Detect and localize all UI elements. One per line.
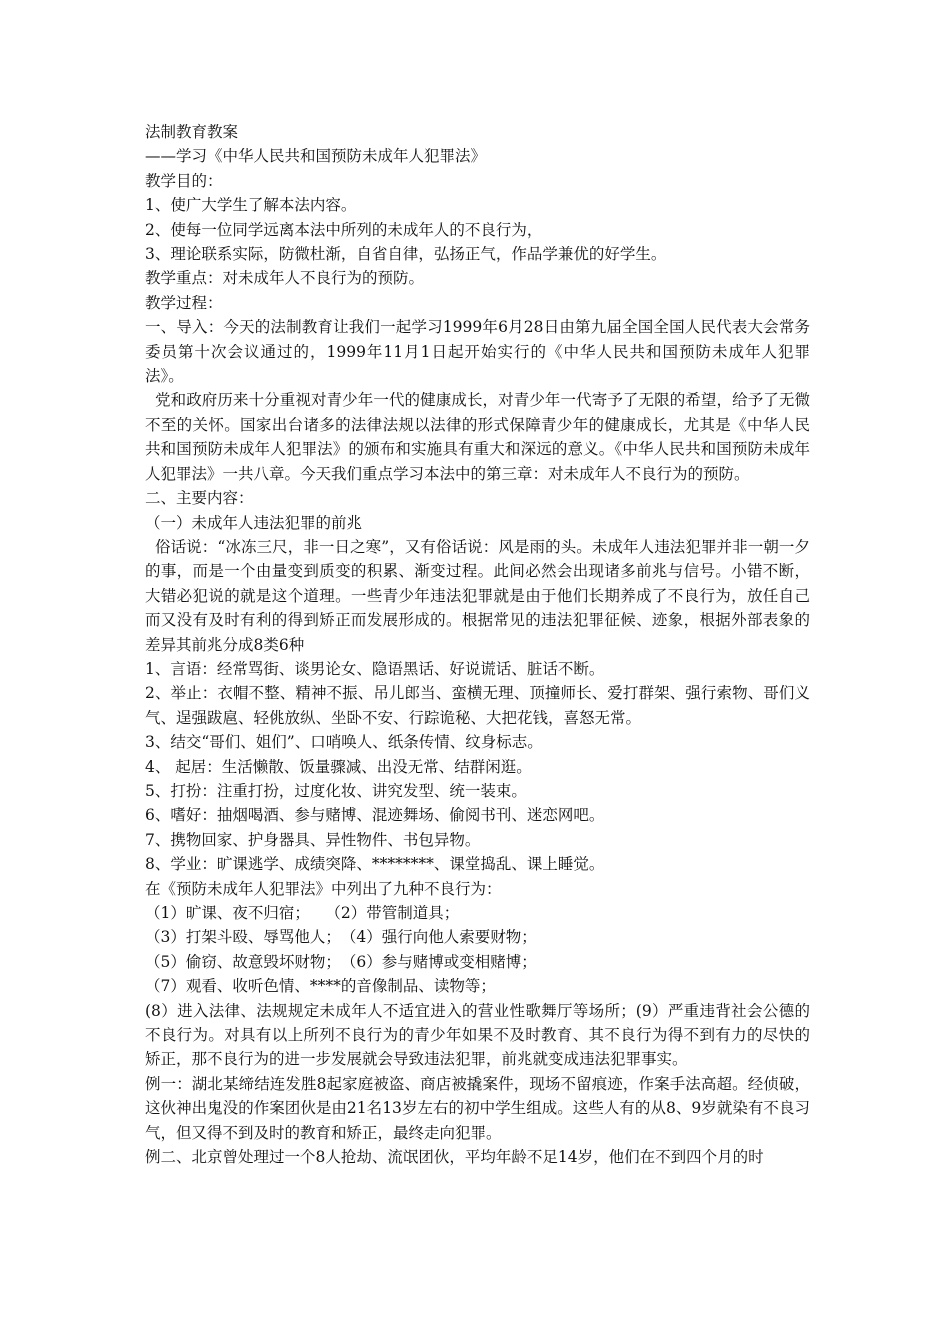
- focus-line: 教学重点：对未成年人不良行为的预防。: [145, 269, 425, 288]
- omen-item: 3、结交“哥们、姐们”、口哨唤人、纸条传情、纹身标志。: [145, 733, 543, 752]
- omen-item: 7、携物回家、护身器具、异性物件、书包异物。: [145, 830, 481, 849]
- omen-item: 4、 起居：生活懒散、饭量骤减、出没无常、结群闲逛。: [145, 757, 532, 776]
- example-paragraph: 例一：湖北某缔结连发胜8起家庭被盗、商店被撬案件，现场不留痕迹，作案手法高超。经侦破，这伙神出鬼没的作案团伙是由21名13岁左右的初中学生组成。这些人有的从8、9岁就染有不良习气，但又得不到及时的教育和矫正，最终走向犯罪。: [145, 1074, 810, 1142]
- bad-behavior-item: （3）打架斗殴、辱骂他人； （4）强行向他人索要财物；: [145, 928, 537, 947]
- goals-heading: 教学目的：: [145, 171, 223, 190]
- document-subtitle: ——学习《中华人民共和国预防未成年人犯罪法》: [145, 147, 487, 166]
- bad-behavior-item: （1）旷课、夜不归宿； （2）带管制道具；: [145, 904, 460, 922]
- omen-item: 6、嗜好：抽烟喝酒、参与赌博、混迹舞场、偷阅书刊、迷恋网吧。: [145, 806, 605, 825]
- main-content-heading: 二、主要内容：: [145, 489, 254, 508]
- bad-behavior-item: （7）观看、收听色情、****的音像制品、读物等；: [145, 977, 496, 996]
- process-heading: 教学过程：: [145, 293, 223, 312]
- omen-item: 1、言语：经常骂街、谈男论女、隐语黑话、好说谎话、脏话不断。: [145, 659, 605, 678]
- goal-item: 2、使每一位同学远离本法中所列的未成年人的不良行为，: [145, 220, 543, 239]
- document-body: [145, 120, 810, 1169]
- intro-paragraph-2: 党和政府历来十分重视对青少年一代的健康成长，对青少年一代寄予了无限的希望，给予了无微不至的关怀。国家出台诸多的法律法规以法律的形式保障青少年的健康成长，尤其是《中华人民共和国预防未成年人犯罪法》的颁布和实施具有重大和深远的意义。《中华人民共和国预防未成年人犯罪法》一共八章。今天我们重点学习本法中的第三章：对未成年人不良行为的预防。: [145, 391, 810, 483]
- document-title: 法制教育教案: [145, 123, 239, 141]
- omen-paragraph: 俗话说：“冰冻三尺，非一日之寒”，又有俗话说：风是雨的头。未成年人违法犯罪并非一朝一夕的事，而是一个由量变到质变的积累、渐变过程。此间必然会出现诸多前兆与信号。小错不断，大错必犯说的就是这个道理。一些青少年违法犯罪就是由于他们长期养成了不良行为，放任自己而又没有及时有利的得到矫正而发展形成的。根据常见的违法犯罪征候、迹象，根据外部表象的差异其前兆分成8类6种: [145, 537, 810, 654]
- omen-item: 8、学业：旷课逃学、成绩突降、********、课堂捣乱、课上睡觉。: [145, 855, 605, 874]
- goal-item: 1、使广大学生了解本法内容。: [145, 196, 357, 215]
- goal-item: 3、理论联系实际，防微杜渐，自省自律，弘扬正气，作品学兼优的好学生。: [145, 245, 667, 264]
- example-paragraph: 例二、北京曾处理过一个8人抢劫、流氓团伙，平均年龄不足14岁，他们在不到四个月的时: [145, 1148, 764, 1167]
- section-heading: （一）未成年人违法犯罪的前兆: [145, 513, 363, 532]
- bad-behavior-item: （5）偷窃、故意毁坏财物； （6）参与赌博或变相赌博；: [145, 952, 537, 971]
- bad-behavior-intro: 在《预防未成年人犯罪法》中列出了九种不良行为：: [145, 879, 502, 898]
- intro-paragraph: 一、导入：今天的法制教育让我们一起学习1999年6月28日由第九届全国全国人民代表大会常务委员第十次会议通过的，1999年11月1日起开始实行的《中华人民共和国预防未成年人犯罪法》。: [145, 318, 810, 386]
- omen-item: 5、打扮：注重打扮，过度化妆、讲究发型、统一装束。: [145, 781, 527, 800]
- omen-item: 2、举止：衣帽不整、精神不振、吊儿郎当、蛮横无理、顶撞师长、爱打群架、强行索物、哥们义气、逞强跋扈、轻佻放纵、坐卧不安、行踪诡秘、大把花钱，喜怒无常。: [145, 684, 810, 727]
- bad-behavior-item: (8）进入法律、法规规定未成年人不适宜进入的营业性歌舞厅等场所；(9）严重违背社会公德的不良行为。对具有以上所列不良行为的青少年如果不及时教育、其不良行为得不到有力的尽快的矫正，那不良行为的进一步发展就会导致违法犯罪，前兆就变成违法犯罪事实。: [145, 1001, 810, 1069]
